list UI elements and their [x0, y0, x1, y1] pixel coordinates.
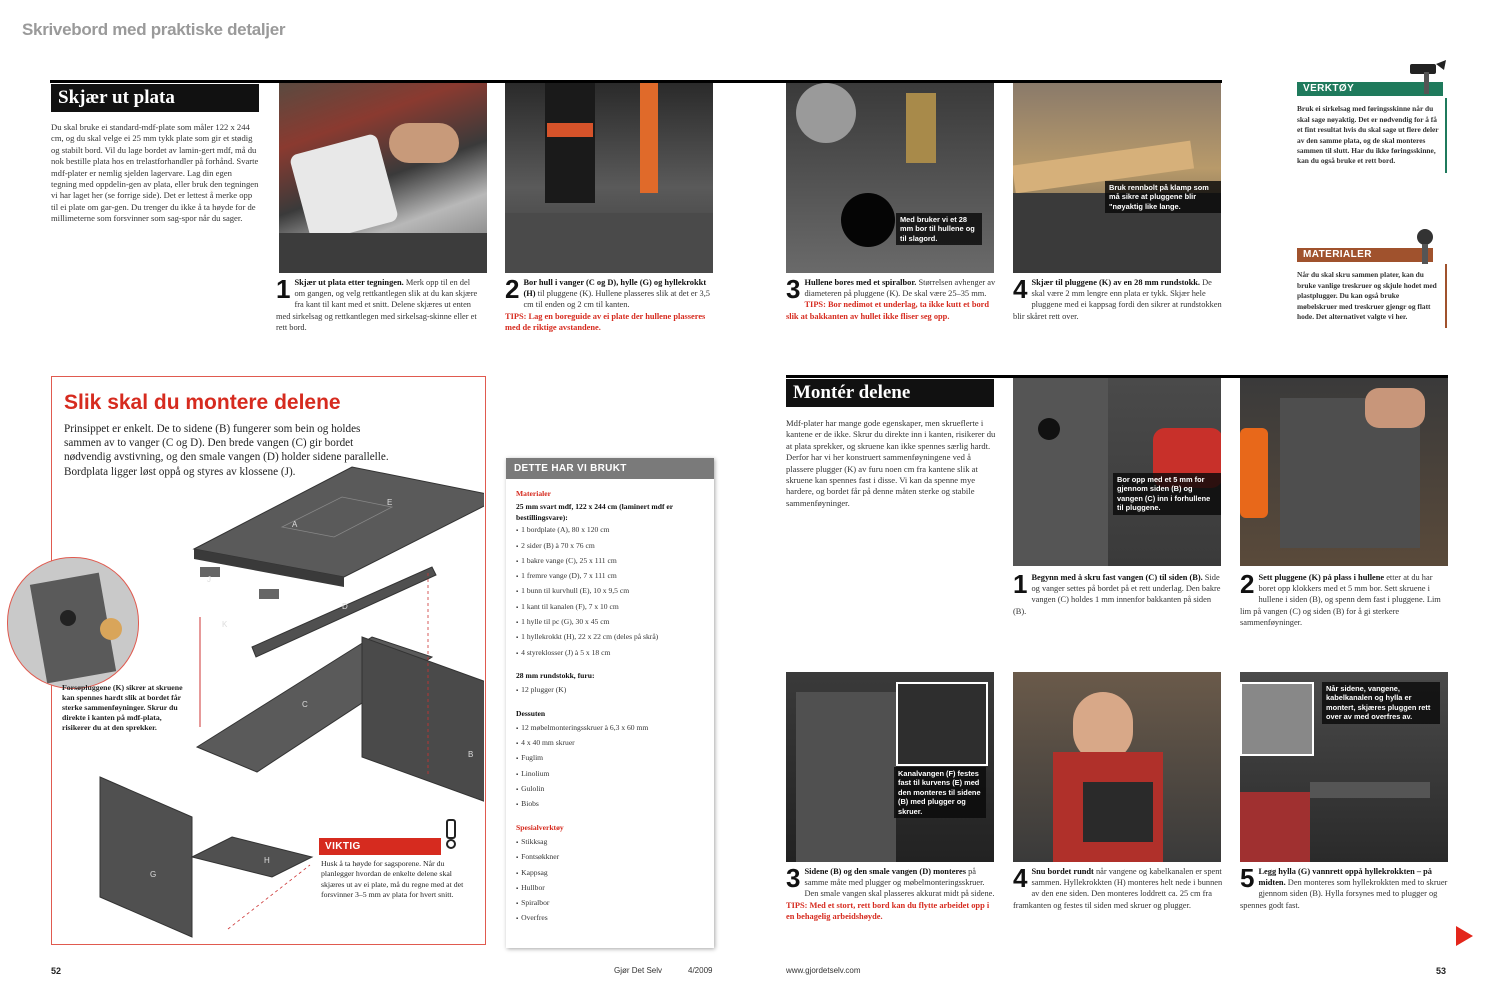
photo-drill-side — [1013, 378, 1221, 566]
part-label-c: C — [302, 700, 308, 709]
step-text: når vangene og kabelkanalen er spent sammen. Hyllekrokkten (H) monteres helt nede i bunnen av den ene siden. Den monteres loddrett ca. 25 cm fra framkanten og festes til siden med skruer og plugger. — [1013, 867, 1223, 910]
step-text: Side og vanger settes på bordet på et rett underlag. Den bakre vangen (C) holdes 1 mm innenfor bakkanten på siden (B). — [1013, 573, 1221, 616]
step-number: 3 — [786, 863, 801, 893]
step-head: Bor hull i vanger (C og D), hylle (G) og hyllekrokkt (H) — [523, 278, 707, 299]
list-item: ▪ Fontsøkkner — [516, 850, 704, 865]
list-item: ▪ Gulolin — [516, 782, 704, 797]
step-1-cut — [276, 274, 481, 333]
part-label-k: K — [222, 620, 228, 629]
step-2-assemble — [1240, 569, 1450, 628]
materials-section-title: Materialer — [516, 489, 551, 498]
list-item: ▪ 1 bakre vange (C), 25 x 111 cm — [516, 554, 704, 569]
photo-mount-sides — [786, 672, 994, 862]
part-label-j: J — [207, 575, 211, 584]
list-item: ▪ 2 sider (B) à 70 x 76 cm — [516, 539, 704, 554]
dowel-subhead: 28 mm rundstokk, furu: — [516, 670, 595, 680]
tools-text: Bruk ei sirkelsag med føringsskinne når du skal sage nøyaktig. Det er nødvendig for å få et fint resultat hvis du skal sage ut flere deler av den samme plata, og de skal monteres sammen til slutt. Har du ikke føringsskinne, kan du også bruke et rett bord. — [1297, 98, 1447, 172]
part-label-g: G — [150, 870, 157, 879]
warning-box — [319, 838, 467, 938]
step-tips: TIPS: Med et stort, rett bord kan du flytte arbeidet opp i en behagelig arbeidshøyde. — [786, 900, 990, 921]
step-text: etter at du har boret opp klokkers med et 5 mm bor. Sett skruene i hullene i siden (B), og spenn dem fast i pluggene. Lim lim på vangen (C) og siden (B) for å gi sterkere sammenføyninger. — [1240, 573, 1441, 627]
hammer-icon — [1406, 58, 1448, 94]
running-head: Skrivebord med praktiske detaljer — [22, 20, 286, 39]
page-number-right: 53 — [1436, 966, 1447, 976]
warning-tag: VIKTIG — [319, 838, 441, 855]
photo-drill-holes — [505, 83, 713, 273]
step-text: De skal være 2 mm lengre enn plata er tykk. Skjær hele pluggene med ei kappsag fordi den sikrer at rundstokken blir skåret rett over. — [1013, 278, 1222, 321]
callout-drill-bit: Med bruker vi et 28 mm bor til hullene og til slagord. — [896, 213, 982, 245]
assembly-title: Slik skal du montere delene — [64, 391, 341, 414]
step-number: 2 — [1240, 569, 1255, 599]
list-item: ▪ 4 x 40 mm skruer — [516, 736, 704, 751]
step-number: 4 — [1013, 274, 1028, 304]
step-tips: TIPS: Bor nedimot et underlag, ta ikke kutt et bord slik at bakkanten av hullet ikke fliser seg opp. — [786, 300, 990, 321]
step-5-assemble — [1240, 863, 1450, 911]
assembly-lede: Prinsippet er enkelt. De to sidene (B) fungerer som bein og holdes sammen av to vanger (C og D). Den brede vangen (C) gir bordet nødvendig avstivning, og den smale vangen (D) holder sidene parallelle. Bordplata ligger løst oppå og styres av klossene (J). — [64, 423, 389, 478]
step-number: 2 — [505, 274, 520, 304]
plug-detail-magnifier — [7, 557, 139, 689]
bolt-icon — [1410, 228, 1440, 264]
step-head: Hullene bores med et spiralbor. — [804, 278, 917, 287]
section-title-assemble: Montér delene — [786, 379, 994, 407]
part-label-a: A — [292, 520, 298, 529]
warning-text: Husk å ta høyde for sagsporene. Når du planlegger hvordan de enkelte delene skal skjæres ut av ei plate, må du regne med at det forsvinner 3–5 mm av plata for hvert snitt. — [321, 859, 464, 900]
list-item: ▪ Stikksag — [516, 835, 704, 850]
step-number: 4 — [1013, 863, 1028, 893]
photo-mount-shelf — [1240, 672, 1448, 862]
step-head: Sett pluggene (K) på plass i hullene — [1258, 573, 1385, 582]
step-3-assemble — [786, 863, 996, 922]
materials-tag: MATERIALER — [1297, 248, 1433, 262]
list-item: ▪ 1 hylle til pc (G), 30 x 45 cm — [516, 615, 704, 630]
warning-icon — [440, 818, 462, 850]
materials-section-subhead: 25 mm svart mdf, 122 x 244 cm (laminert mdf er bestillingsvare): — [516, 502, 673, 523]
list-item: ▪ Kappsag — [516, 866, 704, 881]
list-item: ▪ 12 plugger (K) — [516, 683, 704, 698]
step-number: 5 — [1240, 863, 1255, 893]
step-1-assemble — [1013, 569, 1223, 617]
section-intro-cut: Du skal bruke ei standard-mdf-plate som måler 122 x 244 cm, og du skal velge ei 25 mm tykk plate som gir et stødig og stabilt bord. Vil du lage bordet av lamin-gert mdf, må du nok bestille plata hos en trelastforhandler på forhånd. Svarte mdf-plater er nemlig sjelden lagervare. Lag din egen tegning med oppdelin-gen av plata, eller bruk den tegningen vi har laget her (se forrige side). Det er lettest å merke opp til ei plate om gar-gen. Du trenger du ikke å ta høyde for de millimeterne som forsvinner som sag-spor når du sager. — [51, 122, 259, 224]
footer-issue: 4/2009 — [688, 966, 713, 975]
callout-saw-jig: Bruk rennbolt på klamp som må sikre at pluggene blir "nøyaktig like lange. — [1105, 181, 1221, 213]
footer-url: www.gjordetselv.com — [786, 966, 861, 975]
tools-sidebar — [1297, 82, 1447, 173]
photo-cut-dowels — [1013, 83, 1221, 273]
materials-list-head: DETTE HAR VI BRUKT — [506, 458, 714, 479]
part-label-e: E — [387, 498, 393, 507]
callout-drill-side: Bor opp med et 5 mm for gjennom siden (B) og vangen (C) inn i forhullene til pluggene. — [1113, 473, 1221, 515]
photo-circular-saw — [279, 83, 487, 273]
misc-section-title: Dessuten — [516, 708, 546, 718]
step-4-cut — [1013, 274, 1223, 322]
step-text: Den monteres som hyllekrokkten med to skruer gjennom siden (B). Hylla forsynes med to plugger og spennes godt fast. — [1240, 878, 1448, 910]
list-item: ▪ Linolium — [516, 767, 704, 782]
list-item: ▪ 4 styreklosser (J) à 5 x 18 cm — [516, 646, 704, 661]
tools-section-title: Spesialverktøy — [516, 822, 564, 832]
footer-magazine: Gjør Det Selv — [614, 966, 663, 975]
part-label-b: B — [468, 750, 474, 759]
list-item: ▪ 1 fremre vange (D), 7 x 111 cm — [516, 569, 704, 584]
photo-insert-plugs — [1240, 378, 1448, 566]
list-item: ▪ 1 kant til kanalen (F), 7 x 10 cm — [516, 600, 704, 615]
list-item: ▪ 1 hyllekrokkt (H), 22 x 22 cm (deles på skrå) — [516, 630, 704, 645]
list-item: ▪ Biobs — [516, 797, 704, 812]
next-page-arrow-icon[interactable] — [1456, 926, 1473, 946]
materials-text: Når du skal skru sammen plater, kan du bruke vanlige treskruer og skjule hodet med plastplugger. Du kan også bruke møbelskruer med treskruer gjengr og flatt hode. Det alternativet valgte vi her. — [1297, 264, 1447, 328]
step-number: 1 — [276, 274, 291, 304]
step-number: 3 — [786, 274, 801, 304]
step-number: 1 — [1013, 569, 1028, 599]
step-head: Skjær til pluggene (K) av en 28 mm rundstokk. — [1031, 278, 1200, 287]
callout-cable-channel: Kanalvangen (F) festes fast til kurvens (E) med den monteres til sidene (B) med plugger og skruer. — [894, 767, 986, 818]
step-head: Begynn med å skru fast vangen (C) til siden (B). — [1031, 573, 1203, 582]
list-item: ▪ 12 møbelmonteringsskruer à 6,3 x 60 mm — [516, 721, 704, 736]
section-intro-assemble: Mdf-plater har mange gode egenskaper, men skrueflerte i kantene er de ikke. Skrur du direkte inn i kanten, risikerer du at plata sprekker, og skruene kan ikke spennes særlig hardt. Derfor har vi her konstruert sammenføyningene ved å plassere plugger (K) av furu noen cm fra kantene slik at skruene kan spennes fast i disse. Vi kan da spenne mye hardere, og bordet får på denne måten sterke og stabile sammenføyninger. — [786, 418, 996, 508]
step-tips: TIPS: Lag en boreguide av ei plate der hullene plasseres med de riktige avstandene. — [505, 311, 706, 332]
step-head: Legg hylla (G) vannrett oppå hyllekrokkten – på midten. — [1258, 867, 1432, 888]
list-item: ▪ Spiralbor — [516, 896, 704, 911]
step-text: til pluggene (K). Hullene plasseres slik at det er 3,5 cm til enden og 2 cm til kanten. — [523, 289, 710, 310]
part-label-d: D — [342, 602, 348, 611]
list-item: ▪ 1 bunn til kurvhull (E), 10 x 9,5 cm — [516, 584, 704, 599]
section-title-cut: Skjær ut plata — [51, 84, 259, 112]
list-item: ▪ Fuglim — [516, 751, 704, 766]
step-2-cut — [505, 274, 715, 333]
step-text: Merk opp til en del om gangen, og velg rettkantlegen slik at du kan skjære fra kant til kant med et snitt. Delene skjæres ut enten med sirkelsag og rettkantlegen med sirkelsag-skinne eller et rett bord. — [276, 278, 478, 332]
step-head: Sidene (B) og den smale vangen (D) monteres — [804, 867, 966, 876]
materials-list-box — [506, 458, 714, 948]
step-head: Snu bordet rundt — [1031, 867, 1094, 876]
step-head: Skjær ut plata etter tegningen. — [294, 278, 404, 287]
step-text: på samme måte med plugger og møbelmonteringsskruer. Den smale vangen skal plasseres akkurat midt på sidene. — [804, 867, 995, 899]
part-label-h: H — [264, 856, 270, 865]
photo-spiral-bit — [786, 83, 994, 273]
list-item: ▪ Overfres — [516, 911, 704, 926]
list-item: ▪ Hullbor — [516, 881, 704, 896]
tools-tag: VERKTØY — [1297, 82, 1443, 96]
step-3-cut — [786, 274, 996, 322]
list-item: ▪ 1 bordplate (A), 80 x 120 cm — [516, 523, 704, 538]
plug-note: Forsøpluggene (K) sikrer at skruene kan spennes hardt slik at bordet får sterke sammenføyninger. Skrur du direkte i kanten på mdf-plata, risikerer du at den sprekker. — [62, 683, 183, 732]
callout-trim-plugs: Når sidene, vangene, kabelkanalen og hylla er montert, skjæres pluggen rett over av med overfres av. — [1322, 682, 1440, 724]
photo-flip-desk — [1013, 672, 1221, 862]
step-text: Størrelsen avhenger av diameteren på pluggene (K). De skal være 25–35 mm. — [804, 278, 996, 299]
page-number-left: 52 — [51, 966, 62, 976]
step-4-assemble — [1013, 863, 1223, 911]
